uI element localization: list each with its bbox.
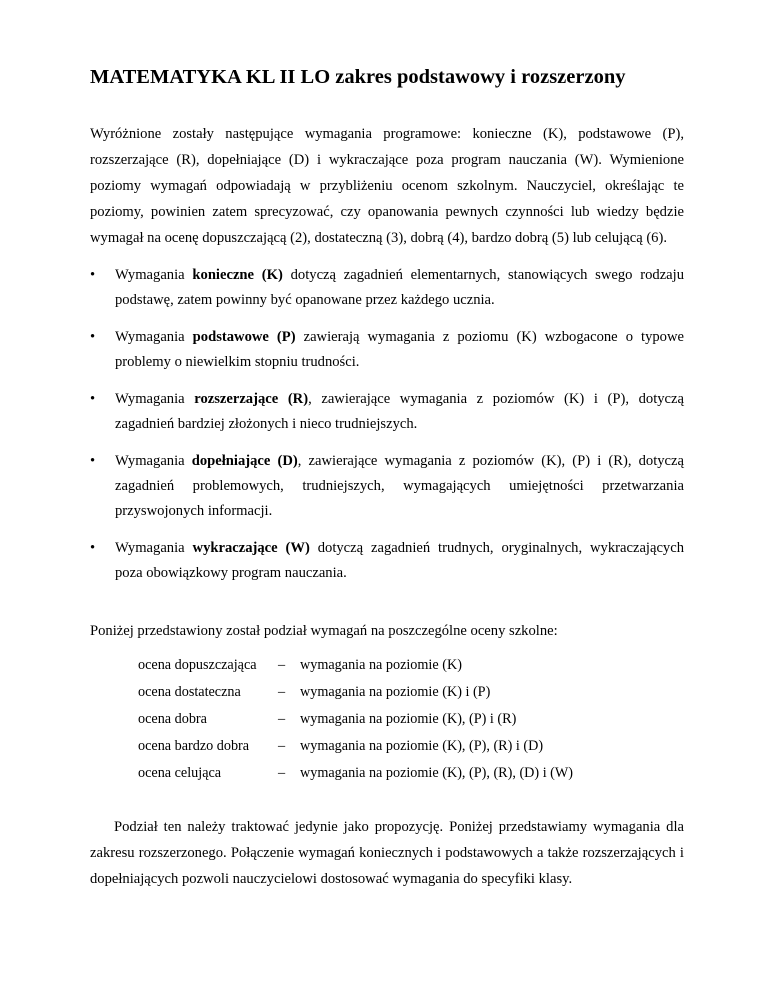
grade-dash: – bbox=[278, 684, 286, 700]
grade-name: ocena celująca bbox=[138, 765, 222, 781]
grades-row bbox=[138, 706, 573, 733]
grade-dash: – bbox=[278, 711, 286, 727]
grade-requirement: wymagania na poziomie (K), (P) i (R) bbox=[300, 711, 517, 727]
requirement-text: , zawierające wymagania z poziomów (K), (P) i (R), dotyczą zagadnień problemowych, trudniejszych, wymagających umiejętności przetwarzania przyswojonych informacji. bbox=[115, 453, 684, 519]
grades-intro: Poniżej przedstawiony został podział wymagań na poszczególne oceny szkolne: bbox=[90, 623, 558, 639]
grade-name: ocena bardzo dobra bbox=[138, 738, 250, 754]
grade-requirement: wymagania na poziomie (K), (P), (R), (D) i (W) bbox=[300, 765, 574, 781]
requirement-level: dopełniające (D) bbox=[191, 453, 298, 469]
grades-row bbox=[138, 760, 573, 787]
grade-requirement: wymagania na poziomie (K) bbox=[300, 657, 462, 673]
grade-dash: – bbox=[278, 738, 286, 754]
requirement-lead: Wymagania bbox=[115, 267, 193, 283]
requirements-list bbox=[90, 263, 684, 586]
grade-name: ocena dopuszczająca bbox=[138, 657, 257, 673]
requirement-text: , zawierające wymagania z poziomów (K) i (P), dotyczą zagadnień bardziej złożonych i nieco trudniejszych. bbox=[115, 391, 684, 432]
requirement-item bbox=[90, 387, 684, 437]
grade-dash: – bbox=[278, 657, 286, 673]
grades-table bbox=[138, 652, 573, 787]
requirement-level: konieczne (K) bbox=[192, 267, 283, 283]
grade-name: ocena dostateczna bbox=[138, 684, 241, 700]
requirement-lead: Wymagania bbox=[115, 329, 193, 345]
document-title bbox=[90, 64, 684, 90]
bullet-icon: • bbox=[90, 329, 96, 345]
document-page bbox=[90, 64, 684, 907]
grade-requirement: wymagania na poziomie (K), (P), (R) i (D) bbox=[300, 738, 544, 754]
requirement-level: wykraczające (W) bbox=[192, 540, 310, 556]
title-bold: MATEMATYKA KL II LO bbox=[90, 66, 331, 88]
requirement-item bbox=[90, 536, 684, 586]
requirement-text: dotyczą zagadnień elementarnych, stanowiących swego rodzaju podstawę, zatem powinny być opanowane przez każdego ucznia. bbox=[115, 267, 684, 308]
requirement-text: zawierają wymagania z poziomu (K) wzbogacone o typowe problemy o niewielkim stopniu trudności. bbox=[115, 329, 684, 370]
intro-paragraph: Wyróżnione zostały następujące wymagania programowe: konieczne (K), podstawowe (P), rozszerzające (R), dopełniające (D) i wykraczające poza program nauczania (W). Wymienione poziomy wymagań odpowiadają w przybliżeniu ocenom szkolnym. Nauczyciel, określając te poziomy, powinien zatem sprecyzować, czy opanowania pewnych czynności lub wiedzy będzie wymagał na ocenę dopuszczającą (2), dostateczną (3), dobrą (4), bardzo dobrą (5) lub celującą (6). bbox=[90, 126, 684, 246]
requirement-text: dotyczą zagadnień trudnych, oryginalnych, wykraczających poza obowiązkowy program nauczania. bbox=[115, 540, 685, 581]
requirement-item bbox=[90, 449, 684, 524]
grades-row bbox=[138, 733, 573, 760]
grade-dash: – bbox=[278, 765, 286, 781]
grade-requirement: wymagania na poziomie (K) i (P) bbox=[300, 684, 491, 700]
requirement-item bbox=[90, 263, 684, 313]
bullet-icon: • bbox=[90, 453, 96, 469]
grades-row bbox=[138, 652, 573, 679]
grades-row bbox=[138, 679, 573, 706]
bullet-icon: • bbox=[90, 540, 96, 556]
bullet-icon: • bbox=[90, 391, 96, 407]
closing-paragraph: Podział ten należy traktować jedynie jako propozycję. Poniżej przedstawiamy wymagania dla zakresu rozszerzonego. Połączenie wymagań koniecznych i podstawowych a także rozszerzających i dopełniających pozwoli nauczycielowi dostosować wymagania do specyfiki klasy. bbox=[90, 819, 684, 887]
requirement-level: podstawowe (P) bbox=[192, 329, 296, 345]
bullet-icon: • bbox=[90, 267, 96, 283]
requirement-item bbox=[90, 325, 684, 375]
requirement-lead: Wymagania bbox=[115, 453, 192, 469]
requirement-lead: Wymagania bbox=[115, 540, 193, 556]
grade-name: ocena dobra bbox=[138, 711, 207, 727]
requirement-level: rozszerzające (R) bbox=[194, 391, 309, 407]
title-rest: zakres podstawowy i rozszerzony bbox=[330, 66, 626, 88]
requirement-lead: Wymagania bbox=[115, 391, 195, 407]
